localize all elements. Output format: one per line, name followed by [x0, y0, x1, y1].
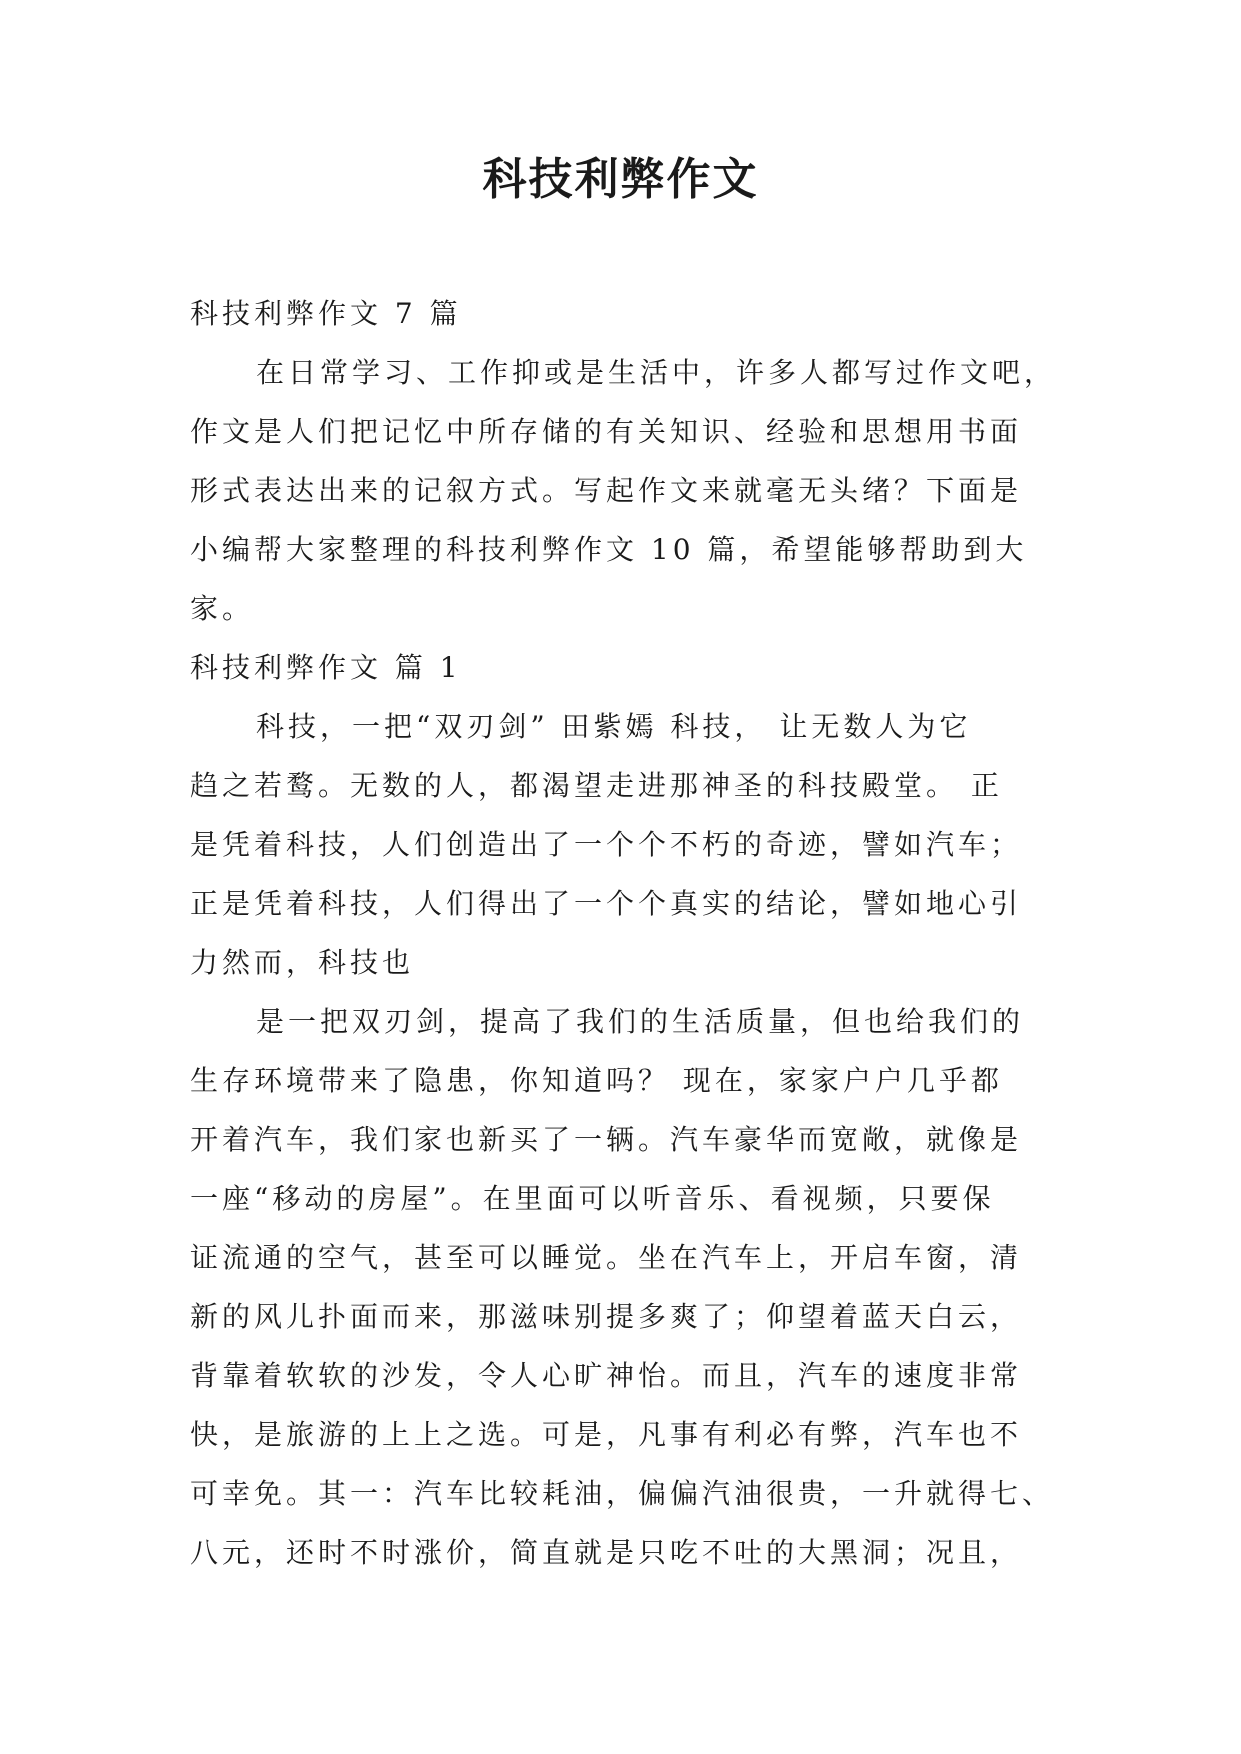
para2-line-3: 开着汽车，我们家也新买了一辆。汽车豪华而宽敞，就像是 [190, 1123, 1023, 1156]
para1-line-1: 科技，一把“双刃剑” 田紫嫣 科技， 让无数人为它 [256, 710, 972, 743]
para2-line-1: 是一把双刃剑，提高了我们的生活质量，但也给我们的 [256, 1005, 1025, 1038]
intro-line-3: 形式表达出来的记叙方式。写起作文来就毫无头绪？下面是 [190, 474, 1023, 507]
para2-line-8: 快，是旅游的上上之选。可是，凡事有利必有弊，汽车也不 [190, 1418, 1023, 1451]
document-title: 科技利弊作文 [482, 154, 759, 205]
para2-line-6: 新的风儿扑面而来，那滋味别提多爽了；仰望着蓝天白云， [190, 1300, 1023, 1333]
para2-line-5: 证流通的空气，甚至可以睡觉。坐在汽车上，开启车窗，清 [190, 1241, 1023, 1274]
para2-line-10: 八元，还时不时涨价，简直就是只吃不吐的大黑洞；况且， [190, 1536, 1023, 1569]
document-subtitle: 科技利弊作文 7 篇 [190, 297, 462, 330]
para2-line-9: 可幸免。其一：汽车比较耗油，偏偏汽油很贵，一升就得七、 [190, 1477, 1055, 1510]
para2-line-2: 生存环境带来了隐患，你知道吗？ 现在，家家户户几乎都 [190, 1064, 1003, 1097]
para1-line-3: 是凭着科技，人们创造出了一个个不朽的奇迹，譬如汽车； [190, 828, 1023, 861]
para2-line-7: 背靠着软软的沙发，令人心旷神怡。而且，汽车的速度非常 [190, 1359, 1023, 1392]
intro-line-4: 小编帮大家整理的科技利弊作文 10 篇，希望能够帮助到大 [190, 533, 1028, 566]
intro-line-1: 在日常学习、工作抑或是生活中，许多人都写过作文吧， [256, 356, 1057, 389]
para1-line-5: 力然而，科技也 [190, 946, 415, 979]
intro-line-5: 家。 [190, 592, 255, 625]
para2-line-4: 一座“移动的房屋”。在里面可以听音乐、看视频，只要保 [190, 1182, 995, 1215]
para1-line-2: 趋之若鹜。无数的人，都渴望走进那神圣的科技殿堂。 正 [190, 769, 1003, 802]
section-heading: 科技利弊作文 篇 1 [190, 651, 462, 684]
document-body [190, 284, 1057, 1582]
para1-line-4: 正是凭着科技，人们得出了一个个真实的结论，譬如地心引 [190, 887, 1023, 920]
intro-line-2: 作文是人们把记忆中所存储的有关知识、经验和思想用书面 [190, 415, 1023, 448]
